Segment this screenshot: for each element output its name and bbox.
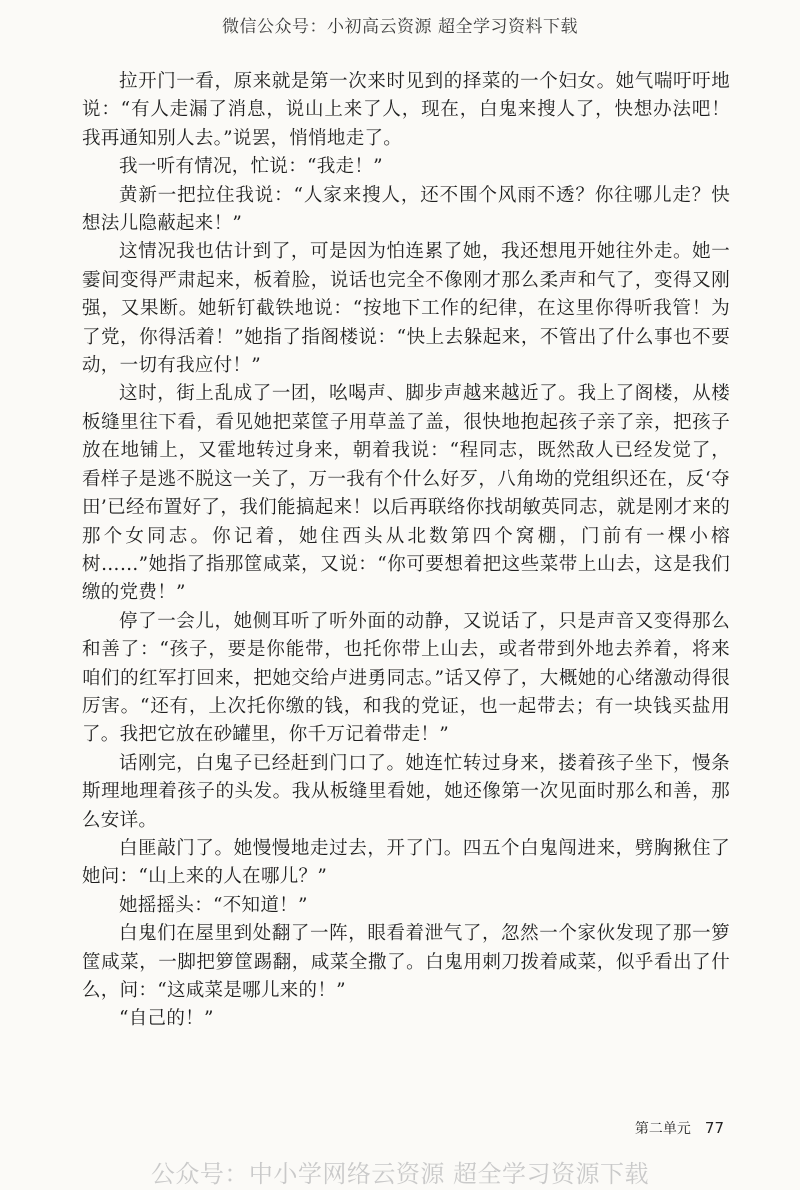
paragraph: 黄新一把拉住我说：“人家来搜人，还不围个风雨不透？你往哪儿走？快想法儿隐蔽起来！” [82,184,730,235]
paragraph: 白鬼们在屋里到处翻了一阵，眼看着泄气了，忽然一个家伙发现了那一箩筐咸菜，一脚把箩筐踢翻，咸菜全撒了。白鬼用刺刀拨着咸菜，似乎看出了什么，问：“这咸菜是哪儿来的！” [82,923,730,1001]
paragraph: 她摇摇头：“不知道！” [119,894,308,916]
page-body [82,68,730,1034]
bottom-watermark: 公众号：中小学网络云资源 超全学习资源下载 [150,1160,650,1188]
paragraph: 这情况我也估计到了，可是因为怕连累了她，我还想甩开她往外走。她一霎间变得严肃起来，板着脸，说话也完全不像刚才那么柔声和气了，变得又刚强，又果断。她斩钉截铁地说：“按地下工作的纪律，在这里你得听我管！为了党，你得活着！”她指了指阁楼说：“快上去躲起来，不管出了什么事也不要动，一切有我应付！” [82,241,730,377]
page-footer [635,1118,724,1138]
paragraph: 话刚完，白鬼子已经赶到门口了。她连忙转过身来，搂着孩子坐下，慢条斯理地理着孩子的头发。我从板缝里看她，她还像第一次见面时那么和善，那么安详。 [82,752,730,831]
paragraph: “自己的！” [119,1008,214,1030]
paragraph: 我一听有情况，忙说：“我走！” [119,156,383,178]
paragraph: 拉开门一看，原来就是第一次来时见到的择菜的一个妇女。她气喘吁吁地说：“有人走漏了消息，说山上来了人，现在，白鬼来搜人了，快想办法吧！我再通知别人去。”说罢，悄悄地走了。 [82,71,730,149]
top-banner: 微信公众号：小初高云资源 超全学习资料下载 [222,17,578,37]
paragraph: 这时，街上乱成了一团，吆喝声、脚步声越来越近了。我上了阁楼，从楼板缝里往下看，看见她把菜筐子用草盖了盖，很快地抱起孩子亲了亲，把孩子放在地铺上，又霍地转过身来，朝着我说：“程同志，既然敌人已经发觉了，看样子是逃不脱这一关了，万一我有个什么好歹，八角坳的党组织还在，反‘夺田’已经布置好了，我们能搞起来！以后再联络你找胡敏英同志，就是刚才来的那个女同志。你记着，她住西头从北数第四个窝棚，门前有一棵小榕树……”她指了指那筐咸菜，又说：“你可要想着把这些菜带上山去，这是我们缴的党费！” [82,383,730,604]
unit-label: 第二单元 [634,1121,691,1137]
paragraph: 停了一会儿，她侧耳听了听外面的动静，又说话了，只是声音又变得那么和善了：“孩子，要是你能带，也托你带上山去，或者带到外地去养着，将来咱们的红军打回来，把她交给卢进勇同志。”话又停了，大概她的心绪激动得很厉害。“还有，上次托你缴的钱，和我的党证，也一起带去；有一块钱买盐用了。我把它放在砂罐里，你千万记着带走！” [82,610,730,746]
page-number: 77 [704,1119,724,1137]
paragraph: 白匪敲门了。她慢慢地走过去，开了门。四五个白鬼闯进来，劈胸揪住了她问：“山上来的人在哪儿？” [82,837,730,888]
